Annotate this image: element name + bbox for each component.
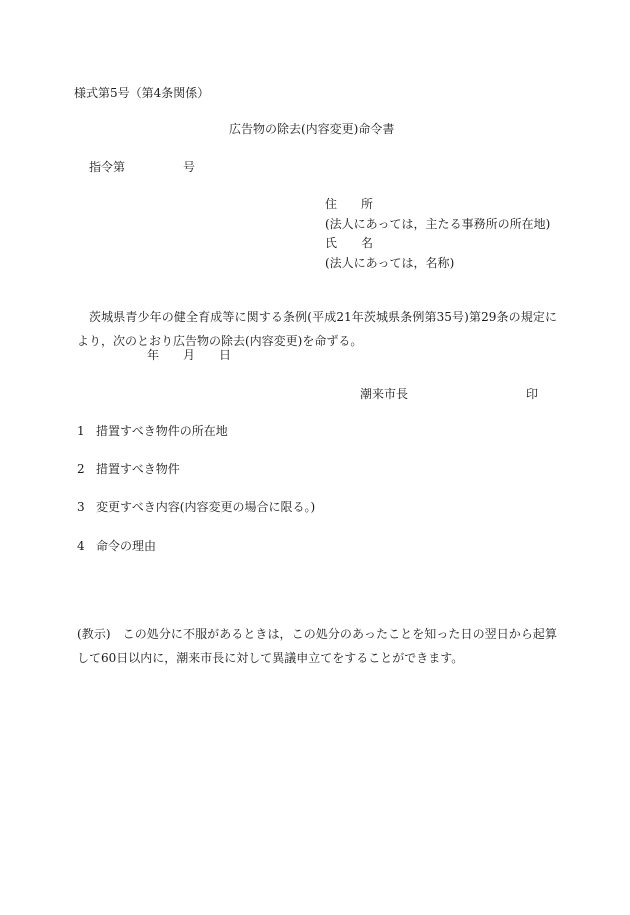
form-number: 様式第5号（第4条関係） <box>74 86 210 100</box>
order-number-suffix: 号 <box>183 160 196 174</box>
seal-mark: 印 <box>526 387 539 401</box>
date-day-label: 日 <box>219 348 232 362</box>
order-number-label: 指令第 <box>89 160 126 174</box>
item-number: 3 <box>77 500 85 514</box>
item-number: 2 <box>77 462 85 476</box>
address-note: (法人にあっては，主たる事務所の所在地) <box>325 217 551 231</box>
item-number: 1 <box>77 424 85 438</box>
item-text: 措置すべき物件 <box>96 462 180 476</box>
document-title: 広告物の除去(内容変更)命令書 <box>229 122 395 136</box>
name-note: (法人にあっては，名称) <box>325 256 455 270</box>
item-text: 命令の理由 <box>96 539 157 553</box>
name-label: 氏 名 <box>325 236 374 250</box>
date-year-label: 年 <box>147 348 160 362</box>
item-text: 変更すべき内容(内容変更の場合に限る。) <box>96 500 316 514</box>
notice-text: この処分に不服があるときは，この処分のあったことを知った日の翌日から起算して60日以内に，潮来市長に対して異議申立てをすることができます。 <box>77 627 557 665</box>
item-number: 4 <box>77 539 85 553</box>
item-text: 措置すべき物件の所在地 <box>96 424 228 438</box>
address-label: 住 所 <box>325 197 374 211</box>
issuer-title: 潮来市長 <box>360 387 409 401</box>
order-body-paragraph: 茨城県青少年の健全育成等に関する条例(平成21年茨城県条例第35号)第29条の規定により，次のとおり広告物の除去(内容変更)を命ずる。 <box>77 310 557 348</box>
date-month-label: 月 <box>183 348 196 362</box>
notice-label: (教示) <box>77 627 111 641</box>
appeal-notice <box>77 622 557 670</box>
